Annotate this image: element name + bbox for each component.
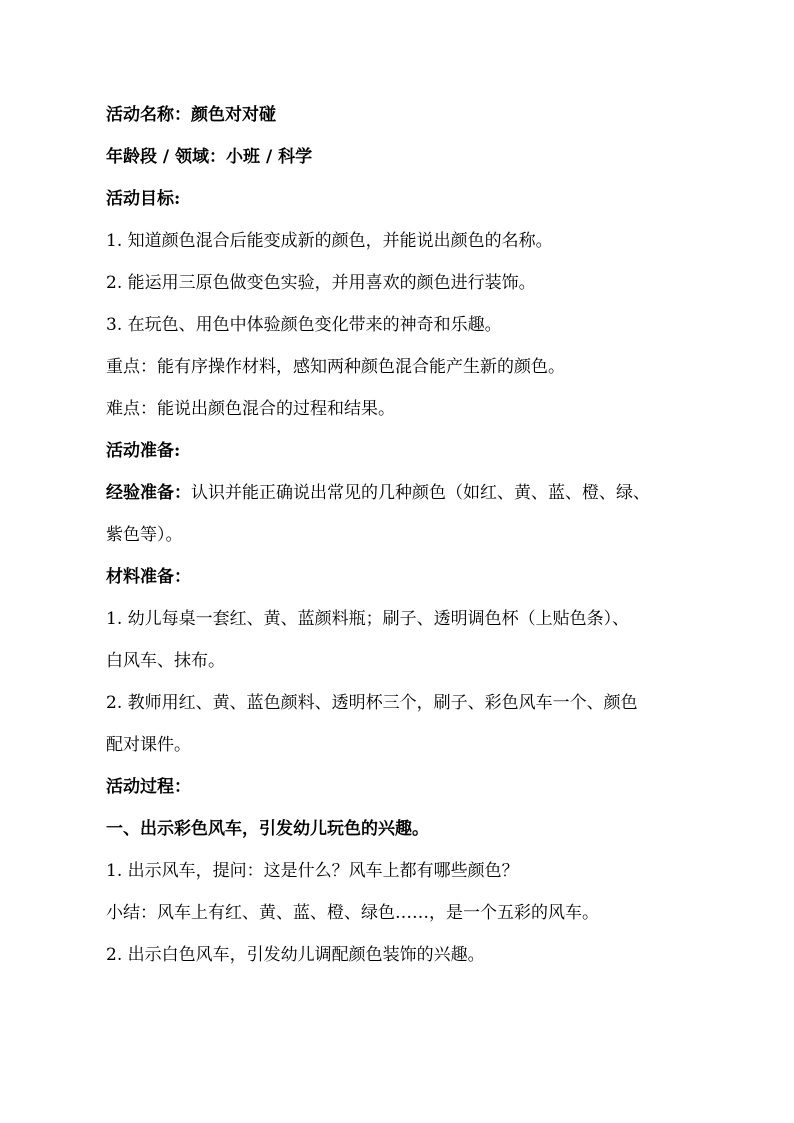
step-2: 2. 出示白色风车，引发幼儿调配颜色装饰的兴趣。 [106,945,485,965]
goal-1: 1. 知道颜色混合后能变成新的颜色，并能说出颜色的名称。 [106,231,553,251]
experience-prep [106,482,650,504]
goal-2: 2. 能运用三原色做变色实验，并用喜欢的颜色进行装饰。 [106,273,536,293]
experience-text-continued: 紫色等）。 [106,525,183,545]
material-1-line-1: 1. 幼儿每桌一套红、黄、蓝颜料瓶；刷子、透明调色杯（上贴色条）、 [106,609,630,629]
section-1-heading: 一、出示彩色风车，引发幼儿玩色的兴趣。 [106,819,429,839]
material-2-line-1: 2. 教师用红、黄、蓝色颜料、透明杯三个，刷子、彩色风车一个、颜色 [106,693,638,713]
material-heading: 材料准备： [106,567,191,587]
step-1: 1. 出示风车，提问：这是什么？风车上都有哪些颜色？ [106,861,519,881]
summary: 小结：风车上有红、黄、蓝、橙、绿色……，是一个五彩的风车。 [106,903,599,923]
process-heading: 活动过程： [106,777,191,797]
material-2-line-2: 配对课件。 [106,735,191,755]
goals-heading: 活动目标: [106,189,181,209]
experience-text: 认识并能正确说出常见的几种颜色（如红、黄、蓝、橙、绿、 [191,483,650,503]
experience-label: 经验准备： [106,483,191,503]
difficulty: 难点：能说出颜色混合的过程和结果。 [106,399,395,419]
prep-heading: 活动准备: [106,441,181,461]
age-domain: 年龄段 / 领域：小班 / 科学 [106,147,313,167]
activity-name: 活动名称：颜色对对碰 [106,105,276,125]
goal-3: 3. 在玩色、用色中体验颜色变化带来的神奇和乐趣。 [106,315,502,335]
key-point: 重点：能有序操作材料，感知两种颜色混合能产生新的颜色。 [106,357,565,377]
material-1-line-2: 白风车、抹布。 [106,651,225,671]
